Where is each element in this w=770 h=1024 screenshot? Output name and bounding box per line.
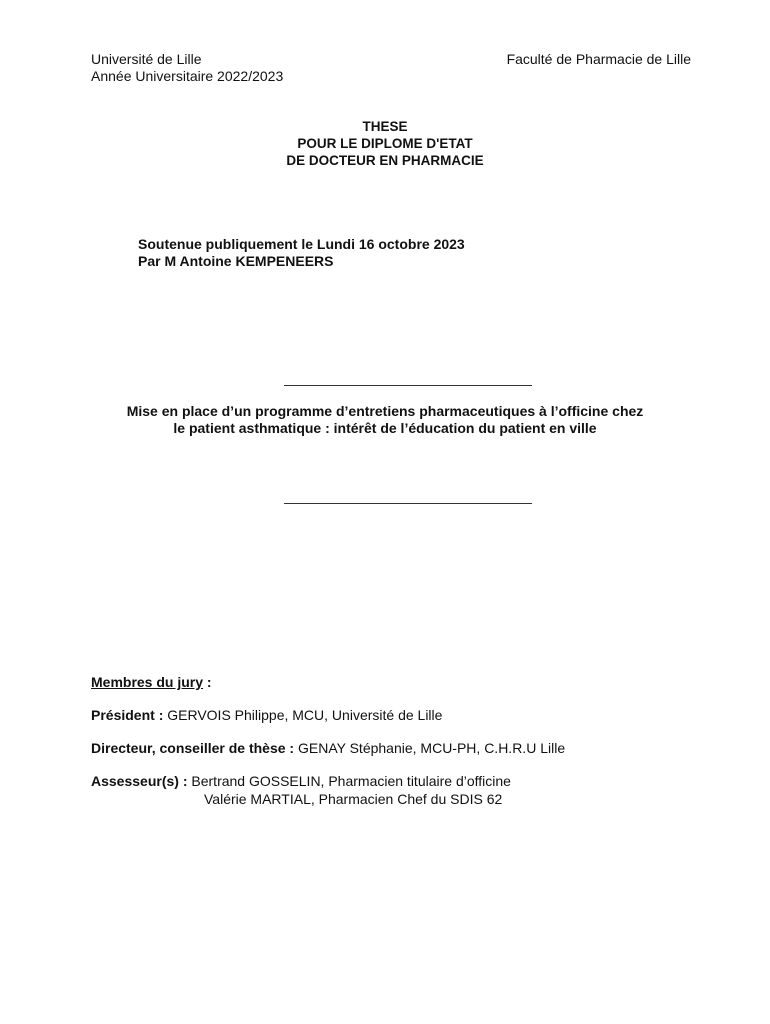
director-value: GENAY Stéphanie, MCU-PH, C.H.R.U Lille xyxy=(294,740,566,756)
faculty-name: Faculté de Pharmacie de Lille xyxy=(506,51,691,67)
assessor-2: Valérie MARTIAL, Pharmacien Chef du SDIS 62 xyxy=(204,791,503,807)
heading-line-1: THESE xyxy=(362,119,408,134)
director-label: Directeur, conseiller de thèse : xyxy=(91,740,295,756)
jury-president xyxy=(91,707,442,724)
author: Par M Antoine KEMPENEERS xyxy=(138,253,334,269)
assessor-label: Assesseur(s) : xyxy=(91,773,188,789)
president-value: GERVOIS Philippe, MCU, Université de Lille xyxy=(163,707,443,723)
jury-assessor xyxy=(91,773,511,790)
academic-year: Année Universitaire 2022/2023 xyxy=(91,68,284,84)
university-name: Université de Lille xyxy=(91,51,202,67)
thesis-title xyxy=(0,403,770,437)
heading-line-3: DE DOCTEUR EN PHARMACIE xyxy=(286,153,484,168)
thesis-title-line-1: Mise en place d’un programme d’entretiens pharmaceutiques à l’officine chez xyxy=(126,403,644,419)
jury-heading-colon: : xyxy=(203,674,212,690)
jury-heading xyxy=(91,674,212,690)
defense-date: Soutenue publiquement le Lundi 16 octobre 2023 xyxy=(138,236,465,252)
top-divider xyxy=(284,385,532,386)
header-left xyxy=(91,51,283,85)
bottom-divider xyxy=(284,503,532,504)
jury-director xyxy=(91,740,565,757)
defense-info xyxy=(138,236,465,270)
thesis-heading xyxy=(0,118,770,169)
heading-line-2: POUR LE DIPLOME D'ETAT xyxy=(297,136,473,151)
assessor-1: Bertrand GOSSELIN, Pharmacien titulaire d’officine xyxy=(187,773,511,789)
president-label: Président : xyxy=(91,707,164,723)
jury-heading-label: Membres du jury xyxy=(91,674,204,690)
thesis-title-line-2: le patient asthmatique : intérêt de l’éducation du patient en ville xyxy=(173,420,597,436)
